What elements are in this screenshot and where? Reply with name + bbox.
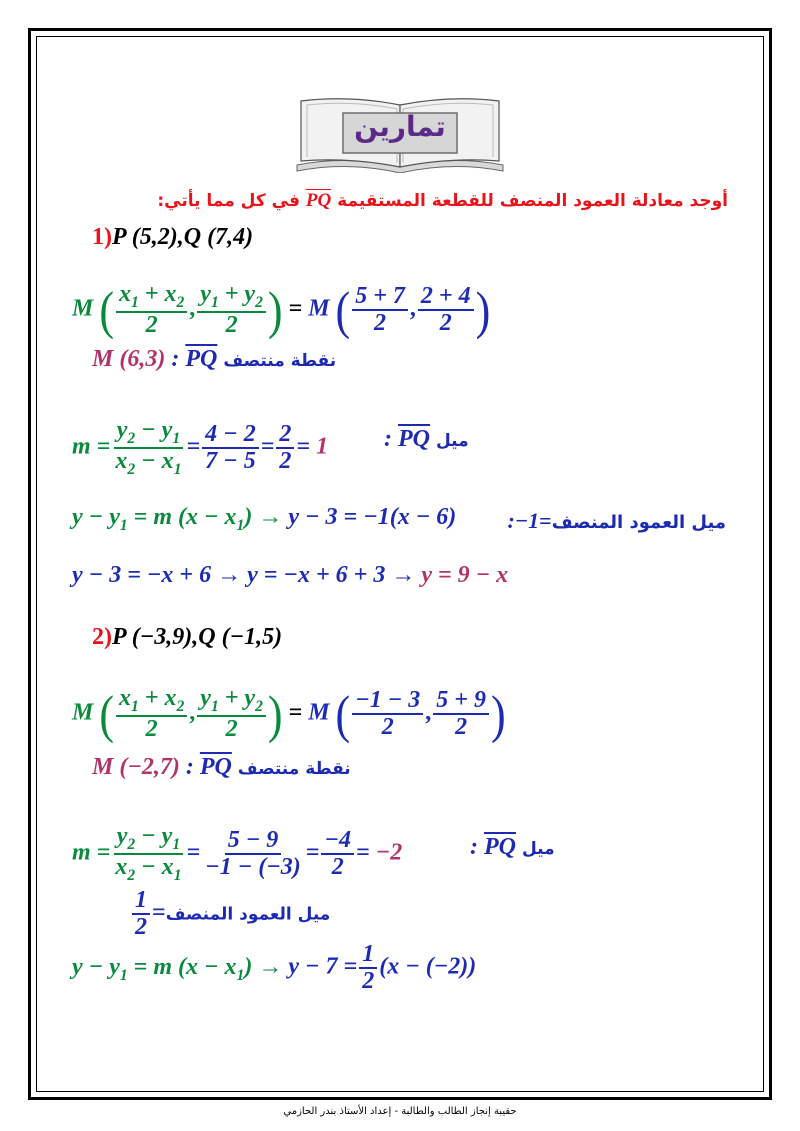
problem2-point-slope: $y - y_1 = m$ $(x - x_1) \to y - 7$ = $\frac{1}{2}$ (x − (−2)) <box>72 941 477 995</box>
problem2-slope-label: : $\overline{PQ}$ ميل <box>470 834 555 860</box>
problem1-midpoint-formula: M ( $\frac{x_1 + x_2}{2}$ , $\frac{y_1 + y_2}{2}$ ) = M ( $\frac{5 + 7}{2}$ , $\frac{2 + 4}{2}$ ) <box>72 280 491 340</box>
problem1-point-slope: $y - y_1 = m$ $(x - x_1) \to y - 3 = -1(x - 6)$ <box>72 504 457 534</box>
instruction: أوجد معادلة العمود المنصف للقطعة المستقيمة PQ في كل مما يأتي: <box>157 190 728 211</box>
problem2-slope: m = $\frac{y_2 - y_1}{x_2 - x_1}$ = $\frac{5 - 9}{-1 - (-3)}$ = $\frac{-4}{2}$ = −2 <box>72 823 403 884</box>
problem1-perp-slope: :−1=ميل العمود المنصف <box>507 508 726 533</box>
segment-pq: PQ <box>305 190 332 211</box>
problem1-slope-label: : $\overline{PQ}$ ميل <box>384 426 469 452</box>
problem2-header: 2)P (−3,9),Q (−1,5) <box>92 624 283 650</box>
footer: حقيبة إنجاز الطالب والطالبة - إعداد الأستاذ بندر الحازمي <box>283 1106 517 1117</box>
problem2-midpoint-result: M (−2,7) : $\overline{PQ}$ نقطة منتصف <box>92 754 351 780</box>
problem1-midpoint-result: M (6,3) : $\overline{PQ}$ نقطة منتصف <box>92 346 337 372</box>
problem2-midpoint-formula: M ( $\frac{x_1 + x_2}{2}$ , $\frac{y_1 + y_2}{2}$ ) = M ( $\frac{-1 - 3}{2}$ , $\frac{5 + 9}{2}$ ) <box>72 684 506 744</box>
banner-title: تمارين <box>354 110 446 143</box>
problem1-header: 1)P (5,2),Q (7,4) <box>92 224 254 250</box>
problem1-simplify: y − 3 = −x + 6 → y = −x + 6 + 3 → y = 9 − x <box>72 562 509 588</box>
problem1-slope: m = $\frac{y_2 - y_1}{x_2 - x_1}$ = $\frac{4 - 2}{7 - 5}$ = $\frac{2}{2}$ = 1 <box>72 417 329 478</box>
problem2-perp-slope: $\frac{1}{2}$ =ميل العمود المنصف <box>130 888 330 940</box>
